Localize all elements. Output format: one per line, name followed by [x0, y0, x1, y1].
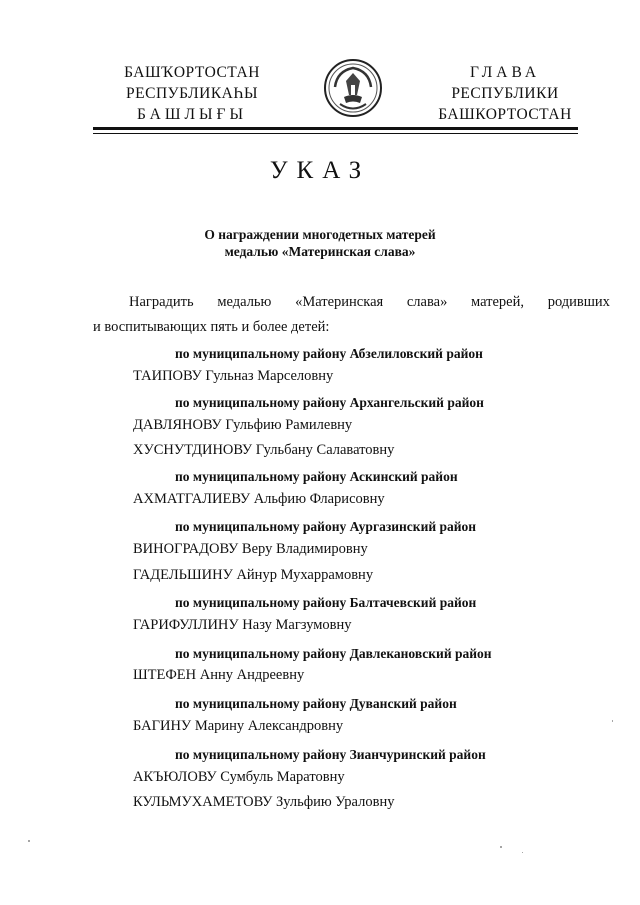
recipient-name: АХМАТГАЛИЕВУ Альфию Фларисовну	[133, 491, 385, 507]
scan-speck	[28, 840, 30, 842]
decree-subject	[0, 226, 640, 260]
intro-word: Наградить	[129, 294, 194, 310]
intro-word: слава»	[406, 294, 448, 310]
recipient-name: ШТЕФЕН Анну Андреевну	[133, 667, 305, 683]
district-heading: по муниципальному району Аургазинский район	[175, 519, 477, 534]
recipient-name: ГАРИФУЛЛИНУ Назу Магзумовну	[133, 617, 352, 633]
scan-speck	[612, 720, 613, 722]
header-right-line: РЕСПУБЛИКИ	[451, 85, 559, 102]
intro-line-1	[129, 294, 610, 311]
scan-speck	[500, 846, 502, 848]
recipient-name: ТАИПОВУ Гульназ Марселовну	[133, 368, 334, 384]
recipient-name: БАГИНУ Марину Александровну	[133, 718, 344, 734]
district-heading: по муниципальному району Абзелиловский район	[175, 346, 483, 361]
district-heading: по муниципальному району Давлекановский район	[175, 646, 492, 661]
coat-of-arms-emblem-icon	[322, 57, 384, 121]
recipient-name: КУЛЬМУХАМЕТОВУ Зульфию Ураловну	[133, 794, 395, 810]
district-heading: по муниципальному району Дуванский район	[175, 696, 457, 711]
decree-title: УКАЗ	[269, 157, 371, 184]
district-heading: по муниципальному району Архангельский район	[175, 395, 484, 410]
intro-word: матерей,	[471, 294, 524, 310]
intro-word: медалью	[217, 294, 272, 310]
header-left-line: БАШҠОРТОСТАН	[124, 64, 260, 81]
header-bashkir-title	[92, 62, 292, 125]
district-heading: по муниципальному району Зианчуринский район	[175, 747, 486, 762]
recipient-name: ДАВЛЯНОВУ Гульфию Рамилевну	[133, 417, 353, 433]
subject-line: медалью «Материнская слава»	[224, 244, 416, 259]
intro-word: «Материнская	[295, 294, 384, 310]
intro-line-2: и воспитывающих пять и более детей:	[93, 319, 330, 335]
header-rule-thick	[93, 127, 578, 130]
recipient-name: АКЪЮЛОВУ Сумбуль Маратовну	[133, 769, 345, 785]
header-russian-title	[405, 62, 605, 125]
recipient-name: ГАДЕЛЬШИНУ Айнур Мухаррамовну	[133, 567, 374, 583]
header-rule-thin	[93, 133, 578, 134]
intro-word: родивших	[547, 294, 610, 310]
header-right-line: БАШКОРТОСТАН	[438, 106, 572, 123]
subject-line: О награждении многодетных матерей	[204, 227, 436, 242]
recipient-name: ВИНОГРАДОВУ Веру Владимировну	[133, 541, 368, 557]
district-heading: по муниципальному району Балтачевский район	[175, 595, 477, 610]
district-heading: по муниципальному району Аскинский район	[175, 469, 458, 484]
header-left-line: РЕСПУБЛИКАҺЫ	[126, 85, 258, 102]
header-right-line: ГЛАВА	[469, 64, 541, 81]
scan-speck	[522, 852, 523, 853]
recipient-name: ХУСНУТДИНОВУ Гульбану Салаватовну	[133, 442, 395, 458]
header-left-line: БАШЛЫҒЫ	[136, 106, 248, 123]
